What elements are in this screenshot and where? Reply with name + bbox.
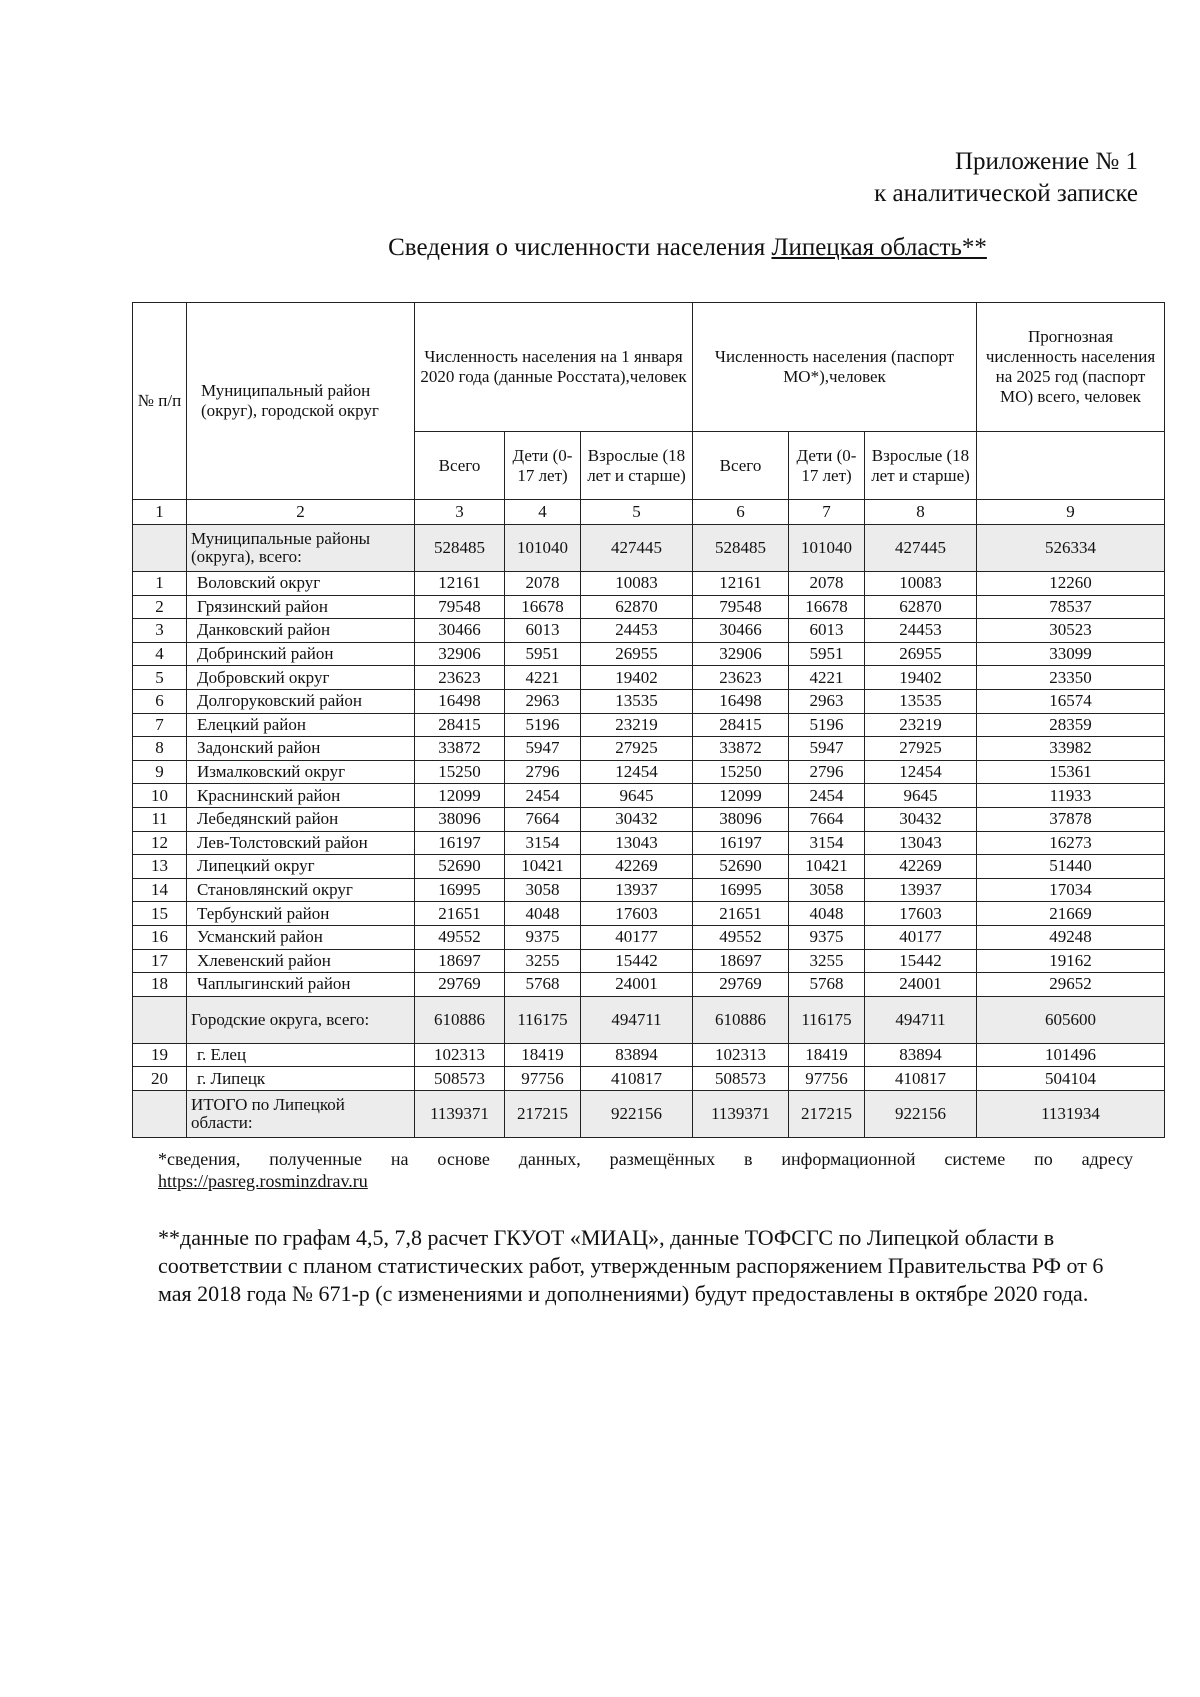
row-value: 10083: [865, 572, 977, 596]
column-number: 5: [581, 500, 693, 525]
row-value: 26955: [581, 642, 693, 666]
row-value: 16995: [415, 878, 505, 902]
row-district-name: Воловский округ: [187, 572, 415, 596]
row-district-name: Лев-Толстовский район: [187, 831, 415, 855]
row-value: 26955: [865, 642, 977, 666]
row-value: 33099: [977, 642, 1165, 666]
row-value: 5947: [789, 737, 865, 761]
row-index: 9: [133, 760, 187, 784]
header-name: Муниципальный район (округ), городской округ: [187, 303, 415, 500]
row-value: 410817: [581, 1067, 693, 1091]
column-number: 1: [133, 500, 187, 525]
row-value: 42269: [581, 855, 693, 879]
row-value: 62870: [865, 595, 977, 619]
population-table: [132, 302, 1165, 1138]
row-value: 83894: [865, 1043, 977, 1067]
summary-value: 217215: [789, 1090, 865, 1137]
summary-value: 1139371: [693, 1090, 789, 1137]
row-value: 16995: [693, 878, 789, 902]
summary-label: ИТОГО по Липецкой области:: [187, 1090, 415, 1137]
summary-index-cell: [133, 1090, 187, 1137]
summary-value: 605600: [977, 996, 1165, 1043]
row-value: 3255: [505, 949, 581, 973]
table-row: [133, 925, 1165, 949]
row-value: 15250: [415, 760, 505, 784]
row-value: 30466: [693, 619, 789, 643]
table-row: [133, 689, 1165, 713]
row-value: 5196: [505, 713, 581, 737]
row-district-name: Чаплыгинский район: [187, 973, 415, 997]
row-value: 33982: [977, 737, 1165, 761]
summary-value: 427445: [865, 525, 977, 572]
row-value: 27925: [865, 737, 977, 761]
row-value: 24453: [865, 619, 977, 643]
row-value: 17603: [581, 902, 693, 926]
row-value: 3154: [505, 831, 581, 855]
table-row: [133, 949, 1165, 973]
row-value: 9375: [505, 925, 581, 949]
row-value: 102313: [415, 1043, 505, 1067]
row-value: 9645: [581, 784, 693, 808]
row-value: 2078: [789, 572, 865, 596]
row-value: 30432: [865, 807, 977, 831]
row-district-name: Усманский район: [187, 925, 415, 949]
row-value: 23350: [977, 666, 1165, 690]
row-value: 3058: [505, 878, 581, 902]
row-value: 23623: [693, 666, 789, 690]
table-row: [133, 902, 1165, 926]
summary-value: 217215: [505, 1090, 581, 1137]
row-value: 19162: [977, 949, 1165, 973]
table-row: [133, 737, 1165, 761]
row-value: 13535: [581, 689, 693, 713]
row-value: 101496: [977, 1043, 1165, 1067]
row-value: 16197: [693, 831, 789, 855]
row-value: 10083: [581, 572, 693, 596]
summary-value: 427445: [581, 525, 693, 572]
row-value: 16498: [415, 689, 505, 713]
column-number: 4: [505, 500, 581, 525]
row-value: 33872: [415, 737, 505, 761]
table-row: [133, 784, 1165, 808]
table-row: [133, 760, 1165, 784]
summary-value: 1131934: [977, 1090, 1165, 1137]
row-district-name: Елецкий район: [187, 713, 415, 737]
row-value: 7664: [789, 807, 865, 831]
row-district-name: Данковский район: [187, 619, 415, 643]
row-value: 6013: [789, 619, 865, 643]
row-value: 15442: [865, 949, 977, 973]
row-value: 7664: [505, 807, 581, 831]
row-value: 504104: [977, 1067, 1165, 1091]
row-index: 8: [133, 737, 187, 761]
appendix-label: [874, 146, 1138, 210]
row-value: 40177: [581, 925, 693, 949]
header-forecast: Прогнозная численность населения на 2025 год (паспорт МО) всего, человек: [977, 303, 1165, 432]
page-title: [0, 234, 1200, 262]
row-value: 10421: [789, 855, 865, 879]
column-number: 2: [187, 500, 415, 525]
row-value: 15250: [693, 760, 789, 784]
column-number: 9: [977, 500, 1165, 525]
column-number: 6: [693, 500, 789, 525]
summary-value: 922156: [865, 1090, 977, 1137]
row-value: 28415: [693, 713, 789, 737]
summary-value: 610886: [415, 996, 505, 1043]
row-value: 97756: [505, 1067, 581, 1091]
row-value: 62870: [581, 595, 693, 619]
row-value: 28359: [977, 713, 1165, 737]
header-forecast-empty: [977, 432, 1165, 500]
row-value: 13043: [581, 831, 693, 855]
row-value: 40177: [865, 925, 977, 949]
row-value: 18697: [415, 949, 505, 973]
row-index: 3: [133, 619, 187, 643]
row-index: 15: [133, 902, 187, 926]
summary-value: 528485: [693, 525, 789, 572]
row-value: 2454: [505, 784, 581, 808]
appendix-line-2: к аналитической записке: [874, 180, 1138, 207]
row-index: 13: [133, 855, 187, 879]
municipal-total-row: [133, 525, 1165, 572]
row-index: 6: [133, 689, 187, 713]
table-row: [133, 713, 1165, 737]
row-value: 5951: [505, 642, 581, 666]
title-prefix: Сведения о численности населения: [388, 234, 772, 261]
row-index: 17: [133, 949, 187, 973]
row-value: 42269: [865, 855, 977, 879]
header-total: Всего: [415, 432, 505, 500]
row-value: 16678: [789, 595, 865, 619]
summary-value: 526334: [977, 525, 1165, 572]
summary-value: 116175: [789, 996, 865, 1043]
row-value: 97756: [789, 1067, 865, 1091]
row-value: 3255: [789, 949, 865, 973]
header-adults: Взрослые (18 лет и старше): [581, 432, 693, 500]
row-index: 16: [133, 925, 187, 949]
header-group-rosstat: Численность населения на 1 января 2020 года (данные Росстата),человек: [415, 303, 693, 432]
row-value: 12454: [865, 760, 977, 784]
row-value: 21651: [415, 902, 505, 926]
row-district-name: Добровский округ: [187, 666, 415, 690]
row-index: 19: [133, 1043, 187, 1067]
row-value: 2796: [505, 760, 581, 784]
row-value: 30432: [581, 807, 693, 831]
row-value: 78537: [977, 595, 1165, 619]
row-value: 38096: [415, 807, 505, 831]
row-value: 13043: [865, 831, 977, 855]
row-value: 21669: [977, 902, 1165, 926]
row-value: 3154: [789, 831, 865, 855]
summary-value: 528485: [415, 525, 505, 572]
row-value: 15361: [977, 760, 1165, 784]
column-number: 8: [865, 500, 977, 525]
row-index: 5: [133, 666, 187, 690]
table-row: [133, 855, 1165, 879]
row-value: 29769: [693, 973, 789, 997]
row-index: 20: [133, 1067, 187, 1091]
summary-label: Муниципальные районы (округа), всего:: [187, 525, 415, 572]
row-value: 16678: [505, 595, 581, 619]
row-value: 12161: [693, 572, 789, 596]
row-value: 10421: [505, 855, 581, 879]
row-value: 28415: [415, 713, 505, 737]
row-value: 23219: [865, 713, 977, 737]
table-row: [133, 619, 1165, 643]
row-value: 17034: [977, 878, 1165, 902]
footnote-1-link[interactable]: https://pasreg.rosminzdrav.ru: [158, 1171, 368, 1191]
row-value: 3058: [789, 878, 865, 902]
row-index: 18: [133, 973, 187, 997]
row-value: 5196: [789, 713, 865, 737]
row-value: 13937: [581, 878, 693, 902]
row-value: 12099: [415, 784, 505, 808]
row-value: 32906: [415, 642, 505, 666]
row-value: 23219: [581, 713, 693, 737]
row-district-name: Краснинский район: [187, 784, 415, 808]
table-row: [133, 1043, 1165, 1067]
header-children: Дети (0-17 лет): [505, 432, 581, 500]
row-value: 30523: [977, 619, 1165, 643]
row-district-name: Долгоруковский район: [187, 689, 415, 713]
row-value: 32906: [693, 642, 789, 666]
row-value: 16498: [693, 689, 789, 713]
summary-value: 494711: [865, 996, 977, 1043]
row-value: 11933: [977, 784, 1165, 808]
row-index: 7: [133, 713, 187, 737]
table-row: [133, 572, 1165, 596]
summary-index-cell: [133, 525, 187, 572]
row-value: 38096: [693, 807, 789, 831]
row-district-name: Задонский район: [187, 737, 415, 761]
row-value: 23623: [415, 666, 505, 690]
row-value: 5768: [505, 973, 581, 997]
row-value: 12454: [581, 760, 693, 784]
row-index: 4: [133, 642, 187, 666]
row-district-name: Липецкий округ: [187, 855, 415, 879]
grand-total-row: [133, 1090, 1165, 1137]
column-number: 7: [789, 500, 865, 525]
header-group-passport: Численность населения (паспорт МО*),человек: [693, 303, 977, 432]
row-value: 4048: [505, 902, 581, 926]
row-value: 52690: [415, 855, 505, 879]
row-value: 19402: [865, 666, 977, 690]
row-district-name: Тербунский район: [187, 902, 415, 926]
table-row: [133, 878, 1165, 902]
row-value: 102313: [693, 1043, 789, 1067]
row-value: 24453: [581, 619, 693, 643]
row-value: 18419: [789, 1043, 865, 1067]
row-value: 508573: [693, 1067, 789, 1091]
row-value: 13535: [865, 689, 977, 713]
summary-value: 101040: [505, 525, 581, 572]
row-index: 10: [133, 784, 187, 808]
summary-value: 494711: [581, 996, 693, 1043]
row-value: 29769: [415, 973, 505, 997]
header-num: № п/п: [133, 303, 187, 500]
row-value: 12161: [415, 572, 505, 596]
row-value: 49552: [415, 925, 505, 949]
row-value: 52690: [693, 855, 789, 879]
row-value: 5951: [789, 642, 865, 666]
row-value: 19402: [581, 666, 693, 690]
row-index: 11: [133, 807, 187, 831]
table-row: [133, 642, 1165, 666]
summary-label: Городские округа, всего:: [187, 996, 415, 1043]
row-value: 4221: [789, 666, 865, 690]
table-row: [133, 831, 1165, 855]
row-value: 2454: [789, 784, 865, 808]
row-value: 9375: [789, 925, 865, 949]
row-value: 4048: [789, 902, 865, 926]
row-value: 13937: [865, 878, 977, 902]
row-value: 49248: [977, 925, 1165, 949]
row-district-name: Становлянский округ: [187, 878, 415, 902]
row-value: 2963: [789, 689, 865, 713]
title-region: Липецкая область**: [771, 234, 987, 261]
row-value: 17603: [865, 902, 977, 926]
row-index: 1: [133, 572, 187, 596]
header-total: Всего: [693, 432, 789, 500]
header-adults: Взрослые (18 лет и старше): [865, 432, 977, 500]
summary-value: 116175: [505, 996, 581, 1043]
summary-index-cell: [133, 996, 187, 1043]
row-value: 5947: [505, 737, 581, 761]
row-district-name: Хлевенский район: [187, 949, 415, 973]
row-value: 12099: [693, 784, 789, 808]
row-value: 51440: [977, 855, 1165, 879]
footnote-1: *сведения, полученные на основе данных, размещённых в информационной системе по адресу: [158, 1149, 1133, 1169]
row-value: 24001: [581, 973, 693, 997]
row-value: 16273: [977, 831, 1165, 855]
row-district-name: Измалковский округ: [187, 760, 415, 784]
row-district-name: Лебедянский район: [187, 807, 415, 831]
header-children: Дети (0-17 лет): [789, 432, 865, 500]
row-value: 508573: [415, 1067, 505, 1091]
appendix-line-1: Приложение № 1: [954, 148, 1138, 175]
row-district-name: г. Липецк: [187, 1067, 415, 1091]
row-value: 37878: [977, 807, 1165, 831]
row-value: 24001: [865, 973, 977, 997]
row-value: 49552: [693, 925, 789, 949]
summary-value: 101040: [789, 525, 865, 572]
row-value: 16197: [415, 831, 505, 855]
row-index: 12: [133, 831, 187, 855]
row-value: 2963: [505, 689, 581, 713]
row-value: 9645: [865, 784, 977, 808]
row-value: 5768: [789, 973, 865, 997]
row-value: 21651: [693, 902, 789, 926]
row-district-name: Грязинский район: [187, 595, 415, 619]
row-district-name: Добринский район: [187, 642, 415, 666]
row-value: 2078: [505, 572, 581, 596]
row-value: 27925: [581, 737, 693, 761]
row-value: 83894: [581, 1043, 693, 1067]
row-value: 79548: [415, 595, 505, 619]
row-value: 29652: [977, 973, 1165, 997]
row-value: 33872: [693, 737, 789, 761]
table-row: [133, 666, 1165, 690]
table-row: [133, 595, 1165, 619]
row-value: 18419: [505, 1043, 581, 1067]
row-value: 4221: [505, 666, 581, 690]
row-district-name: г. Елец: [187, 1043, 415, 1067]
row-value: 18697: [693, 949, 789, 973]
row-index: 14: [133, 878, 187, 902]
table-row: [133, 807, 1165, 831]
table-row: [133, 1067, 1165, 1091]
column-number: 3: [415, 500, 505, 525]
summary-value: 1139371: [415, 1090, 505, 1137]
summary-value: 610886: [693, 996, 789, 1043]
city-total-row: [133, 996, 1165, 1043]
table-row: [133, 973, 1165, 997]
row-value: 15442: [581, 949, 693, 973]
summary-value: 922156: [581, 1090, 693, 1137]
row-value: 16574: [977, 689, 1165, 713]
row-value: 12260: [977, 572, 1165, 596]
row-value: 410817: [865, 1067, 977, 1091]
row-value: 79548: [693, 595, 789, 619]
footnote-2: **данные по графам 4,5, 7,8 расчет ГКУОТ «МИАЦ», данные ТОФСГС по Липецкой области в соответствии с планом статистических работ, утвержденным распоряжением Правительства РФ от 6 мая 2018 года № 671-р (с изменениями и дополнениями) будут предоставлены в октябре 2020 года.: [158, 1225, 1104, 1306]
row-value: 6013: [505, 619, 581, 643]
row-value: 30466: [415, 619, 505, 643]
row-value: 2796: [789, 760, 865, 784]
row-index: 2: [133, 595, 187, 619]
